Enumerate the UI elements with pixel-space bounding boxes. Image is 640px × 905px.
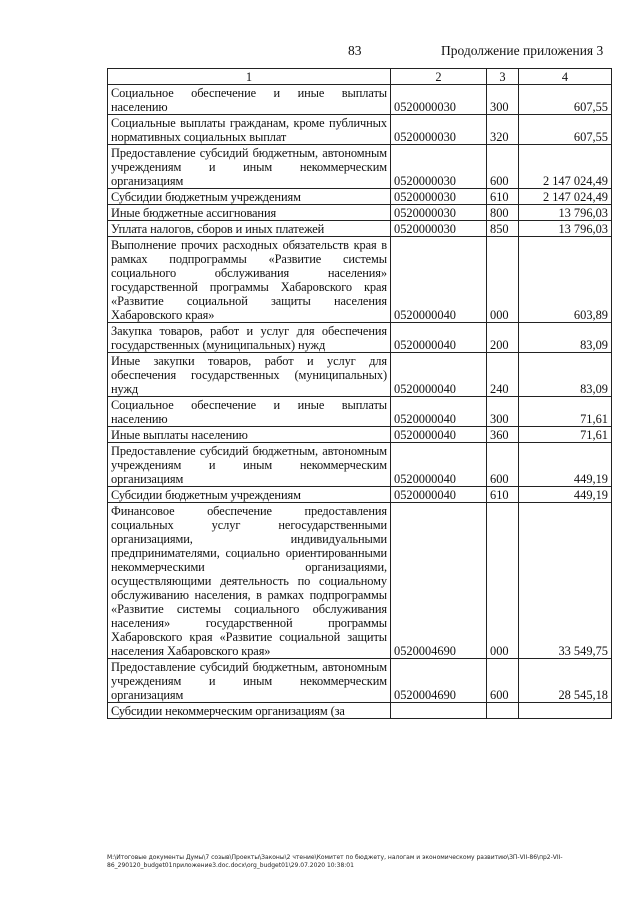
row-type: 600 [487, 443, 519, 487]
row-name: Социальные выплаты гражданам, кроме публичных нормативных социальных выплат [108, 115, 391, 145]
table-row [108, 221, 612, 237]
budget-table [107, 68, 612, 719]
row-name: Субсидии бюджетным учреждениям [108, 189, 391, 205]
row-sum: 71,61 [519, 397, 612, 427]
row-sum: 83,09 [519, 353, 612, 397]
row-name: Выполнение прочих расходных обязательств края в рамках подпрограммы «Развитие системы социального обслуживания населения» государственной программы Хабаровского края «Развитие социальной защиты населения Хабаровского края» [108, 237, 391, 323]
row-sum: 13 796,03 [519, 205, 612, 221]
row-name: Иные выплаты населению [108, 427, 391, 443]
row-name: Социальное обеспечение и иные выплаты населению [108, 85, 391, 115]
row-type: 600 [487, 659, 519, 703]
row-code: 0520000040 [391, 397, 487, 427]
row-type: 360 [487, 427, 519, 443]
row-sum [519, 703, 612, 719]
column-header-type: 3 [487, 69, 519, 85]
file-path-footer: M:\Итоговые документы Думы\7 созыв\Проекты\Законы\2 чтение\Комитет по бюджету, налогам и экономическому развитию\ЗП-VII-86\пр2-VII-86_290120_budget01приложение3.doc.docx\org_budget01\29.07.2020 10:38:01 [107, 854, 563, 869]
table-row [108, 503, 612, 659]
table-row [108, 189, 612, 205]
row-code: 0520000030 [391, 85, 487, 115]
row-sum: 33 549,75 [519, 503, 612, 659]
row-sum: 607,55 [519, 115, 612, 145]
column-header-code: 2 [391, 69, 487, 85]
table-row [108, 237, 612, 323]
row-type: 200 [487, 323, 519, 353]
row-type: 800 [487, 205, 519, 221]
row-sum: 13 796,03 [519, 221, 612, 237]
page-number: 83 [348, 43, 362, 58]
row-code: 0520004690 [391, 659, 487, 703]
row-code: 0520004690 [391, 503, 487, 659]
table-row [108, 427, 612, 443]
row-code: 0520000040 [391, 443, 487, 487]
row-code: 0520000040 [391, 237, 487, 323]
row-sum: 603,89 [519, 237, 612, 323]
row-code: 0520000030 [391, 221, 487, 237]
row-type: 850 [487, 221, 519, 237]
table-row [108, 85, 612, 115]
row-name: Предоставление субсидий бюджетным, автономным учреждениям и иным некоммерческим организациям [108, 659, 391, 703]
column-header-name: 1 [108, 69, 391, 85]
row-name: Субсидии бюджетным учреждениям [108, 487, 391, 503]
row-type: 000 [487, 503, 519, 659]
row-sum: 2 147 024,49 [519, 145, 612, 189]
row-sum: 2 147 024,49 [519, 189, 612, 205]
row-code: 0520000030 [391, 115, 487, 145]
row-type: 300 [487, 397, 519, 427]
table-row [108, 115, 612, 145]
row-code: 0520000040 [391, 323, 487, 353]
row-name: Закупка товаров, работ и услуг для обеспечения государственных (муниципальных) нужд [108, 323, 391, 353]
continuation-caption: Продолжение приложения 3 [441, 43, 604, 58]
row-name: Социальное обеспечение и иные выплаты населению [108, 397, 391, 427]
row-code: 0520000030 [391, 145, 487, 189]
table-row [108, 353, 612, 397]
column-header-sum: 4 [519, 69, 612, 85]
table-row [108, 145, 612, 189]
table-row [108, 397, 612, 427]
table-row [108, 659, 612, 703]
row-sum: 71,61 [519, 427, 612, 443]
row-sum: 449,19 [519, 487, 612, 503]
row-code: 0520000040 [391, 353, 487, 397]
table-row [108, 443, 612, 487]
row-sum: 607,55 [519, 85, 612, 115]
row-code: 0520000040 [391, 427, 487, 443]
table-row [108, 205, 612, 221]
table-header-row [108, 69, 612, 85]
row-name: Иные закупки товаров, работ и услуг для обеспечения государственных (муниципальных) нужд [108, 353, 391, 397]
row-type: 300 [487, 85, 519, 115]
row-code: 0520000030 [391, 205, 487, 221]
row-name: Предоставление субсидий бюджетным, автономным учреждениям и иным некоммерческим организациям [108, 145, 391, 189]
row-type: 600 [487, 145, 519, 189]
row-sum: 28 545,18 [519, 659, 612, 703]
row-code: 0520000030 [391, 189, 487, 205]
row-sum: 449,19 [519, 443, 612, 487]
table-row [108, 703, 612, 719]
row-name: Субсидии некоммерческим организациям (за [108, 703, 391, 719]
row-name: Иные бюджетные ассигнования [108, 205, 391, 221]
row-type: 320 [487, 115, 519, 145]
row-name: Предоставление субсидий бюджетным, автономным учреждениям и иным некоммерческим организациям [108, 443, 391, 487]
table-row [108, 487, 612, 503]
table-row [108, 323, 612, 353]
row-type: 000 [487, 237, 519, 323]
row-type: 240 [487, 353, 519, 397]
row-name: Финансовое обеспечение предоставления социальных услуг негосударственными организациями, индивидуальными предпринимателями, социально ориентированными некоммерческими организациями, осуществляющими деятельность по социальному обслуживанию населения, в рамках подпрограммы «Развитие системы социального обслуживания населения» государственной программы Хабаровского края «Развитие социальной защиты населения Хабаровского края» [108, 503, 391, 659]
row-type [487, 703, 519, 719]
row-type: 610 [487, 487, 519, 503]
row-type: 610 [487, 189, 519, 205]
row-name: Уплата налогов, сборов и иных платежей [108, 221, 391, 237]
row-code [391, 703, 487, 719]
row-code: 0520000040 [391, 487, 487, 503]
row-sum: 83,09 [519, 323, 612, 353]
